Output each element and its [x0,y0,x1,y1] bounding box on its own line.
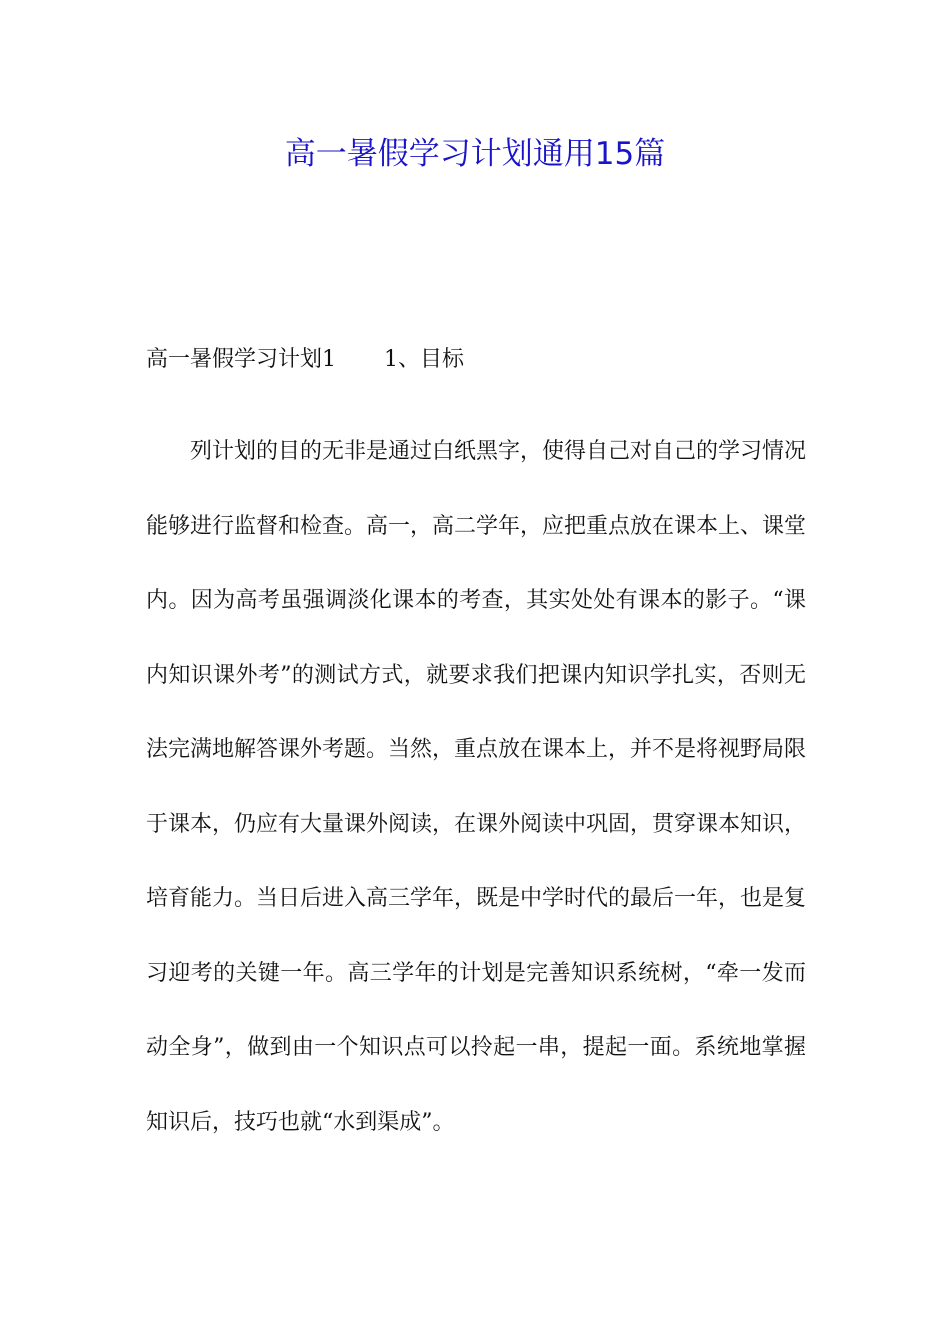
document-title: 高一暑假学习计划通用15篇 [284,136,666,172]
section-heading-line [146,340,806,380]
section-heading: 高一暑假学习计划1 [146,347,336,372]
subsection-heading: 1、目标 [384,347,464,372]
body-paragraph: 列计划的目的无非是通过白纸黑字，使得自己对自己的学习情况能够进行监督和检查。高一，高二学年，应把重点放在课本上、课堂内。因为高考虽强调淡化课本的考查，其实处处有课本的影子。“课内知识课外考”的测试方式，就要求我们把课内知识学扎实，否则无法完满地解答课外考题。当然，重点放在课本上，并不是将视野局限于课本，仍应有大量课外阅读，在课外阅读中巩固，贯穿课本知识，培育能力。当日后进入高三学年，既是中学时代的最后一年，也是复习迎考的关键一年。高三学年的计划是完善知识系统树，“牵一发而动全身”，做到由一个知识点可以拎起一串，提起一面。系统地掌握知识后，技巧也就“水到渠成”。 [146,439,807,1135]
